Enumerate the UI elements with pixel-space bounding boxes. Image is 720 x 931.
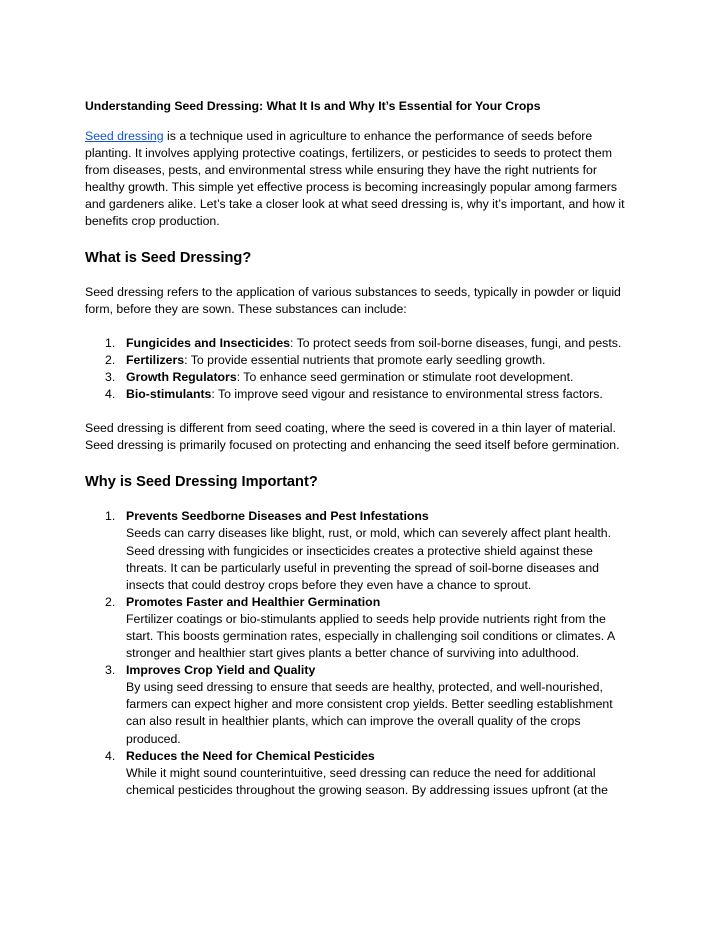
list-term: Growth Regulators [126,369,237,384]
list-term: Bio-stimulants [126,387,212,402]
list-item [85,748,634,799]
intro-paragraph [85,128,634,231]
list-number: 1. [105,335,116,350]
list-item [85,508,634,593]
list-item [85,594,634,662]
list-item-title: Promotes Faster and Healthier Germination [126,594,381,609]
intro-text: is a technique used in agriculture to enhance the performance of seeds before planting. It involves applying protective coatings, fertilizers, or pesticides to seeds to protect them from diseases, pests, and environmental stress while ensuring they have the right nutrients for healthy growth. This simple yet effective process is becoming increasingly popular among farmers and gardeners alike. Let’s take a closer look at what seed dressing is, why it’s important, and how it benefits crop production. [85,129,625,229]
list-number: 1. [105,509,116,524]
list-term: Fungicides and Insecticides [126,335,291,350]
list-item-body: While it might sound counterintuitive, seed dressing can reduce the need for additional chemical pesticides throughout the growing season. By addressing issues upfront (at the [126,765,608,797]
list-item-body: By using seed dressing to ensure that seeds are healthy, protected, and well-nourished, farmers can expect higher and more consistent crop yields. Better seedling establishment can also result in healthier plants, which can improve the overall quality of the crops produced. [126,680,613,746]
list-item-title: Prevents Seedborne Diseases and Pest Infestations [126,509,429,524]
section-heading-why-important: Why is Seed Dressing Important? [85,474,318,491]
list-text: : To provide essential nutrients that promote early seedling growth. [184,352,546,367]
substances-list [85,335,634,403]
list-item [85,386,634,403]
section1-paragraph: Seed dressing refers to the application of various substances to seeds, typically in powder or liquid form, before they are sown. These substances can include: [85,284,621,316]
list-item [85,352,634,369]
list-number: 4. [105,748,116,763]
seed-dressing-link[interactable]: Seed dressing [85,129,164,143]
list-number: 4. [105,387,116,402]
list-text: : To improve seed vigour and resistance to environmental stress factors. [211,387,603,402]
list-text: : To enhance seed germination or stimulate root development. [236,369,574,384]
importance-list [85,508,634,799]
list-item-title: Reduces the Need for Chemical Pesticides [126,748,375,763]
list-item [85,335,634,352]
list-item [85,369,634,386]
section1-after-paragraph: Seed dressing is different from seed coating, where the seed is covered in a thin layer of material. Seed dressing is primarily focused on protecting and enhancing the seed itself before germination. [85,421,620,453]
list-item [85,662,634,747]
list-number: 2. [105,352,116,367]
list-item-body: Fertilizer coatings or bio-stimulants applied to seeds help provide nutrients right from the start. This boosts germination rates, especially in challenging soil conditions or climates. A stronger and healthier start gives plants a better chance of surviving into adulthood. [126,611,615,661]
section-heading-what-is: What is Seed Dressing? [85,249,252,266]
list-number: 2. [105,594,116,609]
list-item-title: Improves Crop Yield and Quality [126,663,316,678]
document-title: Understanding Seed Dressing: What It Is and Why It’s Essential for Your Crops [85,99,541,113]
list-number: 3. [105,369,116,384]
list-item-body: Seeds can carry diseases like blight, rust, or mold, which can severely affect plant health. Seed dressing with fungicides or insecticides creates a protective shield against these threats. It can be particularly useful in preventing the spread of soil-borne diseases and insects that could destroy crops before they even have a chance to sprout. [126,526,612,592]
list-term: Fertilizers [126,352,185,367]
list-number: 3. [105,663,116,678]
list-text: : To protect seeds from soil-borne diseases, fungi, and pests. [290,335,622,350]
